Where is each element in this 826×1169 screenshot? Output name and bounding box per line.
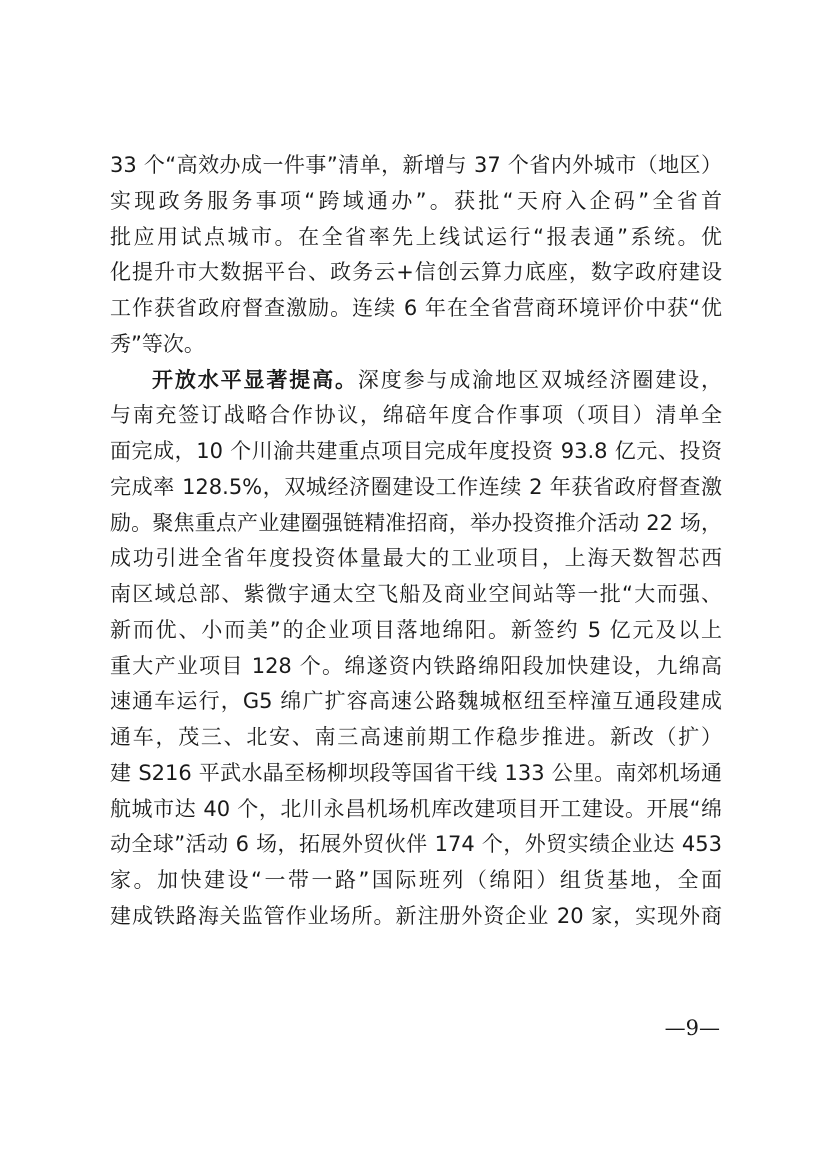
text-line: 南区域总部、紫微宇通太空飞船及商业空间站等一批“大而强、 (110, 582, 722, 606)
text-line: 化提升市大数据平台、政务云+信创云算力底座，数字政府建设 (110, 260, 722, 285)
text-line: 动全球”活动 6 场，拓展外贸伙伴 174 个，外贸实绩企业达 453 (110, 832, 722, 857)
text-line: 重大产业项目 128 个。绵遂资内铁路绵阳段加快建设，九绵高 (110, 653, 722, 678)
text-line: 新而优、小而美”的企业项目落地绵阳。新签约 5 亿元及以上 (110, 617, 722, 642)
text-line: 励。聚焦重点产业建圈强链精准招商，举办投资推介活动 22 场， (110, 510, 722, 535)
text-line: 批应用试点城市。在全省率先上线试运行“报表通”系统。优 (110, 224, 722, 249)
text-line: 实现政务服务事项“跨域通办”。获批“天府入企码”全省首 (110, 188, 722, 213)
paragraph-opening-up (110, 363, 722, 935)
text-line: 成功引进全省年度投资体量最大的工业项目，上海天数智芯西 (110, 546, 722, 571)
paragraph-digital-government (110, 148, 722, 363)
body-text (110, 148, 722, 935)
text-line: 家。加快建设“一带一路”国际班列（绵阳）组货基地，全面 (110, 868, 722, 892)
text-line: 建成铁路海关监管作业场所。新注册外资企业 20 家，实现外商 (110, 903, 722, 928)
text-line: 工作获省政府督查激励。连续 6 年在全省营商环境评价中获“优 (110, 296, 722, 320)
text-fragment: 深度参与成渝地区双城经济圈建设， (357, 367, 722, 392)
text-line: 速通车运行，G5 绵广扩容高速公路魏城枢纽至梓潼互通段建成 (110, 689, 722, 714)
text-line: 33 个“高效办成一件事”清单，新增与 37 个省内外城市（地区） (110, 153, 722, 177)
text-line: 航城市达 40 个，北川永昌机场机库改建项目开工建设。开展“绵 (110, 796, 722, 821)
text-line: 面完成，10 个川渝共建重点项目完成年度投资 93.8 亿元、投资 (110, 439, 722, 463)
paragraph-first-line (110, 363, 722, 399)
text-line: 建 S216 平武水晶至杨柳坝段等国省干线 133 公里。南郊机场通 (110, 760, 722, 785)
paragraph-heading: 开放水平显著提高。 (152, 367, 358, 392)
text-line: 与南充签订战略合作协议，绵碚年度合作事项（项目）清单全 (110, 403, 722, 428)
text-line: 秀”等次。 (110, 331, 205, 356)
text-line: 完成率 128.5%，双城经济圈建设工作连续 2 年获省政府督查激 (110, 474, 722, 499)
page-number: —9— (664, 1016, 720, 1040)
text-line: 通车，茂三、北安、南三高速前期工作稳步推进。新改（扩） (110, 725, 722, 749)
